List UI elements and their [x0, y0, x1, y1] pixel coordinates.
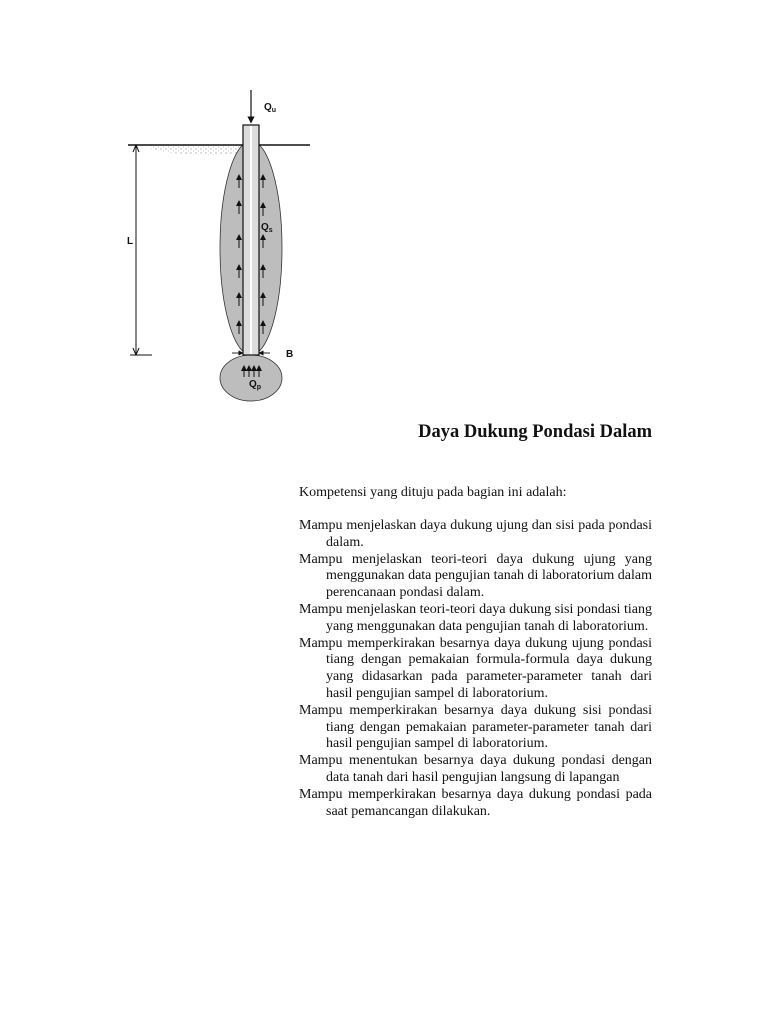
label-qs: $Q_s$ [261, 222, 273, 234]
competency-intro: Kompetensi yang dituju pada bagian ini adalah: [299, 485, 567, 500]
list-item: Mampu memperkirakan besarnya daya dukung ujung pondasi tiang dengan pemakaian formula-formula daya dukung yang didasarkan pada parameter-parameter tanah dari hasil pengujian sampel di laboratorium. [299, 635, 652, 701]
label-length: L [127, 236, 134, 247]
list-item: Mampu menjelaskan teori-teori daya dukung ujung yang menggunakan data pengujian tanah di laboratorium dalam perencanaan pondasi dalam. [299, 551, 652, 601]
section-title: Daya Dukung Pondasi Dalam [418, 422, 652, 442]
competency-list [299, 518, 652, 820]
list-item: Mampu menjelaskan daya dukung ujung dan sisi pada pondasi dalam. [299, 518, 652, 550]
list-item: Mampu memperkirakan besarnya daya dukung sisi pondasi tiang dengan pemakaian parameter-parameter tanah dari hasil pengujian sampel di laboratorium. [299, 702, 652, 752]
length-dimension [130, 145, 152, 355]
label-qu: $Q_u$ [264, 102, 277, 114]
pile-bearing-capacity-diagram [110, 80, 310, 410]
list-item: Mampu menjelaskan teori-teori daya dukung sisi pondasi tiang yang menggunakan data pengujian tanah di laboratorium. [299, 601, 652, 634]
list-item: Mampu memperkirakan besarnya daya dukung pondasi pada saat pemancangan dilakukan. [299, 786, 652, 819]
tip-bearing-bulb [220, 355, 282, 401]
pile-diagram-svg [110, 80, 310, 410]
label-width: B [286, 349, 294, 360]
label-qp: $Q_p$ [249, 379, 262, 391]
list-item: Mampu menentukan besarnya daya dukung pondasi dengan data tanah dari hasil pengujian langsung di lapangan [299, 753, 652, 785]
